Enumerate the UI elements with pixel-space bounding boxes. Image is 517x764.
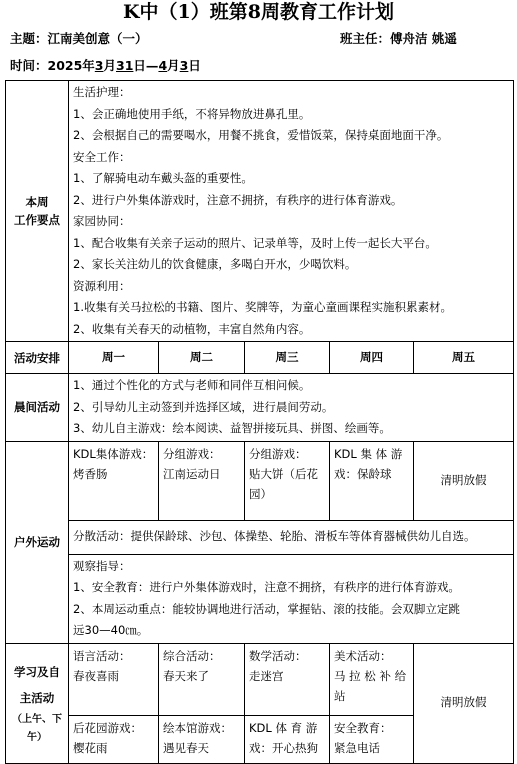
morning-line: 3、幼儿自主游戏：绘本阅读、益智拼接玩具、拼图、绘画等。 [73, 421, 391, 435]
time-month-2: 4 [158, 58, 168, 73]
time-text-2: 日— [133, 58, 159, 73]
morning-line: 1、通过个性化的方式与老师和同伴互相问候。 [73, 378, 311, 392]
plan-table [5, 80, 514, 764]
teachers-line: 班主任：傅舟洁 姚遥 [340, 31, 457, 46]
day-header-tue: 周二 [159, 342, 245, 374]
day-header-mon: 周一 [69, 342, 159, 374]
morning-line: 2、引导幼儿主动签到并选择区域，进行晨间劳动。 [73, 399, 334, 414]
focus-line: 1.收集有关马拉松的书籍、图片、奖牌等，为童心童画课程实施积累素材。 [73, 300, 452, 314]
focus-content [69, 81, 514, 342]
focus-line: 生活护理： [73, 85, 131, 99]
outdoor-dispersed: 分散活动：提供保龄球、沙包、体操垫、轮胎、滑板车等体育器械供幼儿自选。 [69, 520, 514, 554]
learning-fri: 清明放假 [414, 643, 514, 763]
day-header-thu: 周四 [330, 342, 414, 374]
outdoor-label: 户外运动 [6, 441, 69, 643]
day-header-wed: 周三 [245, 342, 330, 374]
focus-line: 2、会根据自己的需要喝水，用餐不挑食，爱惜饭菜，保持桌面地面干净。 [73, 128, 449, 142]
learning-tue-2: 绘本馆游戏： 遇见春天 [159, 715, 245, 763]
focus-line: 2、家长关注幼儿的饮食健康，多喝白开水，少喝饮料。 [73, 257, 357, 271]
focus-line: 1、配合收集有关亲子运动的照片、记录单等，及时上传一起长大平台。 [73, 235, 437, 250]
outdoor-wed: 分组游戏： 贴大饼（后花 园） [245, 441, 330, 520]
learning-label: 学习及自 主活动 （上午、下 午） [6, 643, 69, 763]
schedule-label: 活动安排 [6, 342, 69, 374]
focus-line: 2、进行户外集体游戏时，注意不拥挤，有秩序的进行体育游戏。 [73, 192, 403, 207]
morning-content [69, 374, 514, 442]
learning-tue-1: 综合活动： 春天来了 [159, 643, 245, 715]
focus-line: 1、会正确地使用手纸，不将异物放进鼻孔里。 [73, 106, 311, 121]
time-day-1: 31 [116, 58, 134, 73]
focus-line: 家园协同： [73, 214, 131, 228]
time-day-2: 3 [179, 58, 189, 73]
learning-mon-1: 语言活动： 春夜喜雨 [69, 643, 159, 715]
focus-line: 资源利用： [73, 278, 131, 293]
learning-wed-2: KDL 体 育 游 戏：开心热狗 [245, 715, 330, 763]
morning-label: 晨间活动 [6, 374, 69, 442]
learning-thu-2: 安全教育： 紧急电话 [330, 715, 414, 763]
time-text-1: 月 [103, 58, 117, 73]
focus-line: 安全工作： [73, 149, 131, 164]
outdoor-thu: KDL 集 体 游 戏：保龄球 [330, 441, 414, 520]
outdoor-mon: KDL集体游戏： 烤香肠 [69, 441, 159, 520]
day-header-fri: 周五 [414, 342, 514, 374]
time-line [10, 58, 201, 74]
learning-wed-1: 数学活动： 走迷宫 [245, 643, 330, 715]
outdoor-observe: 观察指导： 1、安全教育：进行户外集体游戏时，注意不拥挤，有秩序的进行体育游戏。 2、本周运动重点：能较协调地进行活动，掌握钻、滚的技能。会双脚立定跳 远30—40㎝。 [69, 554, 514, 643]
theme-line: 主题：江南美创意（一） [10, 31, 148, 46]
outdoor-fri: 清明放假 [414, 441, 514, 520]
learning-thu-1: 美术活动： 马 拉 松 补 给 站 [330, 643, 414, 715]
time-month-1: 3 [94, 58, 104, 73]
learning-mon-2: 后花园游戏： 樱花雨 [69, 715, 159, 763]
focus-line: 2、收集有关春天的动植物，丰富自然角内容。 [73, 321, 311, 336]
time-text-3: 月 [167, 58, 180, 73]
page-title: K中（1）班第8周教育工作计划 [123, 1, 394, 23]
focus-label: 本周 工作要点 [6, 81, 69, 342]
focus-line: 1、了解骑电动车戴头盔的重要性。 [73, 171, 253, 185]
time-prefix: 时间：2025年 [10, 58, 95, 73]
outdoor-tue: 分组游戏： 江南运动日 [159, 441, 245, 520]
time-text-4: 日 [188, 58, 201, 73]
